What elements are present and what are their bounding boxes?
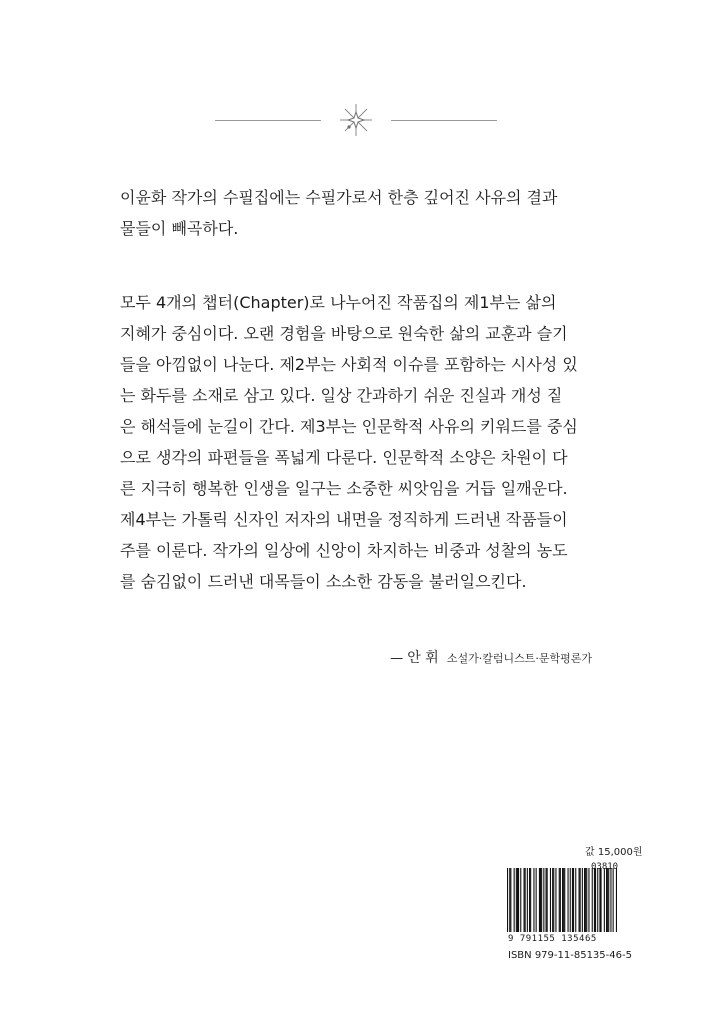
barcode-bar	[563, 868, 564, 932]
barcode-bar	[560, 868, 561, 932]
barcode-digits: 9 791155 135465	[508, 934, 597, 944]
paragraph-line: 제4부는 가톨릭 신자인 저자의 내면을 정직하게 드러낸 작품들이	[120, 510, 568, 529]
barcode-bar	[586, 868, 587, 932]
paragraph-line: 지혜가 중심이다. 오랜 경험을 바탕으로 원숙한 삶의 교훈과 슬기	[120, 324, 568, 343]
paragraph-line: 주를 이룬다. 작가의 일상에 신앙이 차지하는 비중과 성찰의 농도	[120, 541, 568, 560]
reviewer-role: 소설가·칼럼니스트·문학평론가	[446, 652, 592, 665]
barcode-bar	[604, 868, 605, 932]
barcode-bar	[588, 868, 589, 932]
barcode-bar	[597, 868, 598, 932]
barcode-bar	[616, 868, 617, 932]
barcode-bar	[509, 868, 510, 932]
paragraph-line: 이윤화 작가의 수필집에는 수필가로서 한층 깊어진 사유의 결과	[120, 188, 558, 207]
barcode-bar	[610, 868, 611, 932]
barcode-bar	[507, 868, 508, 932]
barcode-bar	[579, 868, 580, 932]
barcode-bar	[518, 868, 519, 932]
barcode-bar	[585, 868, 586, 932]
barcode-bar	[599, 868, 600, 932]
barcode-bar	[572, 868, 573, 932]
barcode-bar	[573, 868, 574, 932]
barcode-bar	[543, 868, 544, 932]
paragraph-line: 를 숨김없이 드러낸 대목들이 소소한 감동을 불러일으킨다.	[120, 572, 527, 591]
barcode-bar	[520, 868, 521, 932]
barcode-bar	[559, 868, 560, 932]
paragraph-line: 는 화두를 소재로 삼고 있다. 일상 간과하기 쉬운 진실과 개성 짙	[120, 386, 563, 405]
paragraph-line: 모두 4개의 챕터(Chapter)로 나누어진 작품집의 제1부는 삶의	[120, 293, 557, 312]
barcode-bar	[540, 868, 541, 932]
barcode-bar	[575, 868, 576, 932]
barcode-bar	[570, 868, 571, 932]
paragraph-line: 물들이 빼곡하다.	[120, 219, 239, 238]
barcode-bar	[552, 868, 553, 932]
barcode-bar	[607, 868, 608, 932]
ornament-left-line	[215, 120, 321, 121]
isbn-number: ISBN 979-11-85135-46-5	[508, 950, 632, 961]
barcode-bar	[541, 868, 542, 932]
barcode-bar	[613, 868, 614, 932]
paragraph-line: 은 해석들에 눈길이 간다. 제3부는 인문학적 사유의 키워드를 중심	[120, 417, 578, 436]
barcode-bar	[524, 868, 525, 932]
barcode-bar	[550, 868, 551, 932]
barcode-bar	[608, 868, 609, 932]
barcode-bar	[517, 868, 518, 932]
barcode-bar	[525, 868, 526, 932]
barcode-bar	[536, 868, 537, 932]
isbn-barcode	[505, 858, 617, 964]
barcode-bar	[533, 868, 534, 932]
barcode-bar	[584, 868, 585, 932]
barcode-bar	[516, 868, 517, 932]
barcode-bar	[546, 868, 547, 932]
barcode-bar	[530, 868, 531, 932]
barcode-bar	[564, 868, 565, 932]
barcode-bar	[580, 868, 581, 932]
barcode-bar	[582, 868, 583, 932]
intro-paragraph	[120, 182, 600, 244]
barcode-bar	[594, 868, 595, 932]
barcode-bar	[527, 868, 528, 932]
sparkle-star-icon	[336, 100, 376, 140]
reviewer-name: 안 휘	[407, 650, 439, 666]
ornament-right-line	[391, 120, 497, 121]
barcode-bar	[547, 868, 548, 932]
body-paragraph	[120, 287, 600, 597]
barcode-addon-code: 03810	[591, 862, 619, 872]
barcode-bar	[514, 868, 515, 932]
paragraph-line: 으로 생각의 파편들을 폭넓게 다룬다. 인문학적 소양은 차원이 다	[120, 448, 568, 467]
barcode-bar	[592, 868, 593, 932]
barcode-bar	[539, 868, 540, 932]
barcode-bar	[529, 868, 530, 932]
review-attribution	[390, 647, 592, 667]
barcode-bar	[555, 868, 556, 932]
decorative-ornament	[215, 100, 497, 140]
barcode-bar	[562, 868, 563, 932]
barcode-bar	[601, 868, 602, 932]
paragraph-line: 른 지극히 행복한 인생을 일구는 소중한 씨앗임을 거듭 일깨운다.	[120, 479, 568, 498]
barcode-bar	[606, 868, 607, 932]
barcode-bar	[553, 868, 554, 932]
paragraph-line: 들을 아낌없이 나눈다. 제2부는 사회적 이슈를 포함하는 시사성 있	[120, 355, 578, 374]
barcode-bar	[568, 868, 569, 932]
attribution-dash: —	[390, 651, 404, 666]
barcode-bar	[595, 868, 596, 932]
barcode-bar	[510, 868, 511, 932]
price-label: 값 15,000원	[585, 847, 643, 858]
